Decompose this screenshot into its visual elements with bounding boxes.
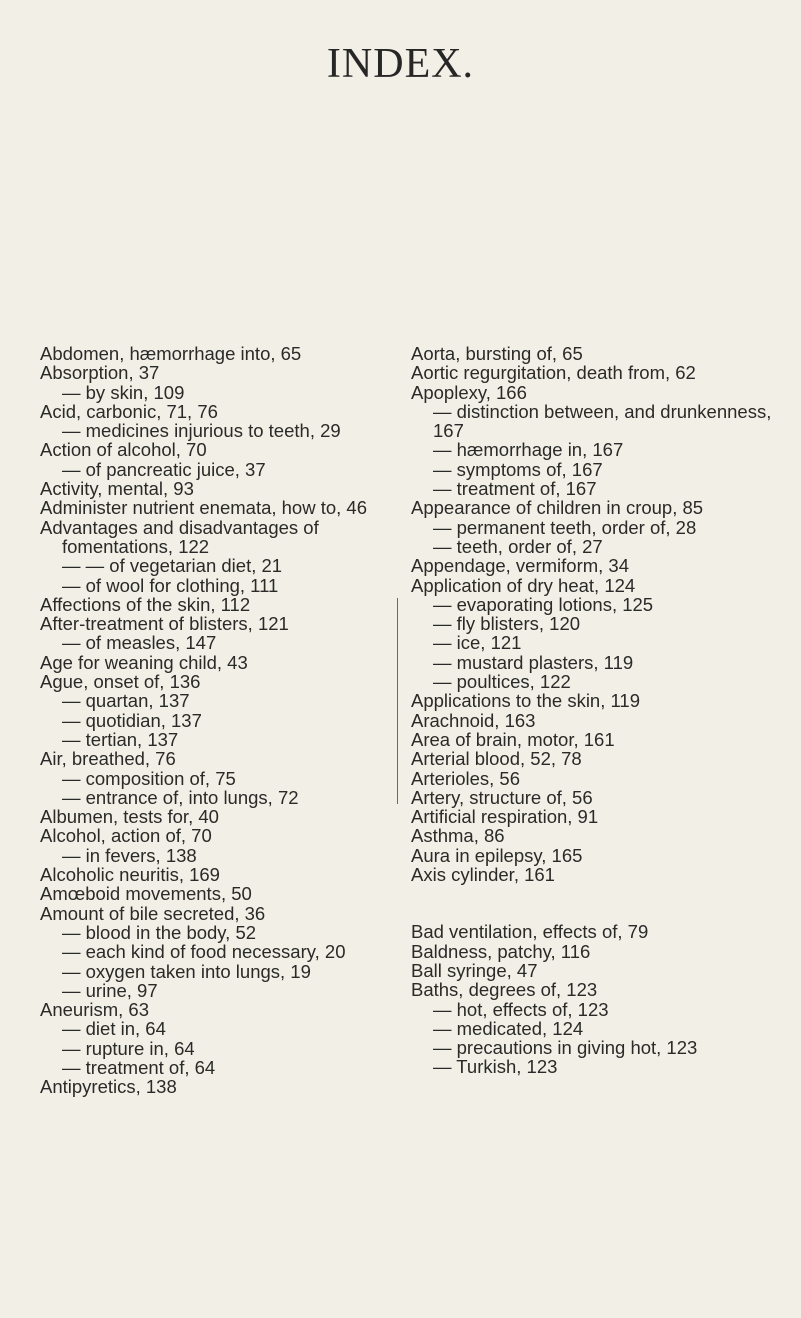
index-subentry: — treatment of, 64 [62, 1056, 216, 1078]
index-entry: Aortic regurgitation, death from, 62 [411, 362, 696, 384]
index-subentry: — poultices, 122 [433, 671, 571, 693]
index-entry: Absorption, 37 [40, 362, 160, 384]
index-entry: Activity, mental, 93 [40, 478, 194, 500]
index-subentry: — — of vegetarian diet, 21 [62, 555, 283, 577]
page-title: INDEX. [326, 41, 475, 87]
index-subentry: — fly blisters, 120 [433, 613, 581, 635]
index-entry: Aneurism, 63 [40, 999, 149, 1021]
index-entry: Bad ventilation, effects of, 79 [411, 921, 649, 943]
index-entry: After-treatment of blisters, 121 [40, 613, 289, 635]
index-entry: Administer nutrient enemata, how to, 46 [40, 497, 368, 519]
index-entry: Action of alcohol, 70 [40, 439, 207, 461]
section-gap [411, 884, 779, 922]
index-subentry: — tertian, 137 [62, 728, 179, 750]
index-subentry: — medicated, 124 [433, 1017, 584, 1039]
index-subentry: — distinction between, and drunkenness, 167 [433, 400, 772, 442]
index-subentry: — Turkish, 123 [433, 1056, 558, 1078]
index-column-left [40, 344, 392, 1097]
index-entry: Abdomen, hæmorrhage into, 65 [40, 343, 302, 364]
index-section-b [411, 922, 779, 1076]
index-entry: Amount of bile secreted, 36 [40, 902, 266, 924]
index-subentry: — each kind of food necessary, 20 [62, 941, 346, 963]
index-subentry: — in fevers, 138 [62, 844, 197, 866]
index-subentry: — blood in the body, 52 [62, 921, 257, 943]
index-entry: Application of dry heat, 124 [411, 574, 636, 596]
index-entry: Air, breathed, 76 [40, 748, 176, 770]
index-entry: Area of brain, motor, 161 [411, 728, 615, 750]
index-entry: Antipyretics, 138 [40, 1076, 177, 1098]
index-entry: Age for weaning child, 43 [40, 651, 248, 673]
index-entry: Axis cylinder, 161 [411, 864, 555, 886]
index-entry: Arterioles, 56 [411, 767, 520, 789]
index-subentry: — permanent teeth, order of, 28 [433, 516, 697, 538]
index-subentry: — urine, 97 [62, 979, 158, 1001]
index-entry: Baths, degrees of, 123 [411, 979, 598, 1001]
index-column-right [411, 344, 779, 1077]
index-entry: Aura in epilepsy, 165 [411, 844, 583, 866]
index-entry: Arterial blood, 52, 78 [411, 748, 582, 770]
index-subentry: — evaporating lotions, 125 [433, 593, 654, 615]
index-subentry: — oxygen taken into lungs, 19 [62, 960, 311, 982]
index-subentry: — symptoms of, 167 [433, 458, 603, 480]
index-subentry: — of measles, 147 [62, 632, 217, 654]
index-subentry: — hot, effects of, 123 [433, 998, 609, 1020]
index-entry: Ball syringe, 47 [411, 959, 538, 981]
index-subentry: — quotidian, 137 [62, 709, 202, 731]
index-entry: Advantages and disadvantages of fomentations, 122 [40, 516, 319, 557]
index-entry: Applications to the skin, 119 [411, 690, 640, 712]
index-entry: Affections of the skin, 112 [40, 593, 251, 615]
index-subentry: — of wool for clothing, 111 [62, 574, 279, 596]
index-subentry: — by skin, 109 [62, 381, 185, 403]
index-entry: Asthma, 86 [411, 825, 505, 847]
index-entry: Arachnoid, 163 [411, 709, 536, 731]
column-divider [397, 598, 398, 804]
index-subentry: — ice, 121 [433, 632, 522, 654]
index-subentry: — quartan, 137 [62, 690, 190, 712]
index-subentry: — rupture in, 64 [62, 1037, 195, 1059]
index-entry: Alcohol, action of, 70 [40, 825, 212, 847]
index-entry: Ague, onset of, 136 [40, 671, 201, 693]
index-entry: Appendage, vermiform, 34 [411, 555, 630, 577]
index-entry: Acid, carbonic, 71, 76 [40, 400, 218, 422]
index-subentry: — precautions in giving hot, 123 [433, 1037, 698, 1059]
index-subentry: — diet in, 64 [62, 1018, 166, 1040]
index-entry: Artificial respiration, 91 [411, 806, 599, 828]
index-entry: Aorta, bursting of, 65 [411, 343, 583, 364]
index-subentry: — teeth, order of, 27 [433, 535, 603, 557]
index-subentry: — treatment of, 167 [433, 478, 597, 500]
index-entry: Amœboid movements, 50 [40, 883, 252, 905]
index-subentry: — mustard plasters, 119 [433, 651, 634, 673]
index-entry: Apoplexy, 166 [411, 381, 527, 403]
index-subentry: — entrance of, into lungs, 72 [62, 786, 299, 808]
index-entry: Artery, structure of, 56 [411, 786, 593, 808]
index-subentry: — composition of, 75 [62, 767, 236, 789]
index-subentry: — medicines injurious to teeth, 29 [62, 420, 341, 442]
index-entry: Baldness, patchy, 116 [411, 940, 591, 962]
index-entry: Albumen, tests for, 40 [40, 806, 219, 828]
index-subentry: — of pancreatic juice, 37 [62, 458, 266, 480]
index-entry: Alcoholic neuritis, 169 [40, 864, 220, 886]
index-subentry: — hæmorrhage in, 167 [433, 439, 624, 461]
index-entry: Appearance of children in croup, 85 [411, 497, 704, 519]
index-section-a [411, 344, 779, 884]
